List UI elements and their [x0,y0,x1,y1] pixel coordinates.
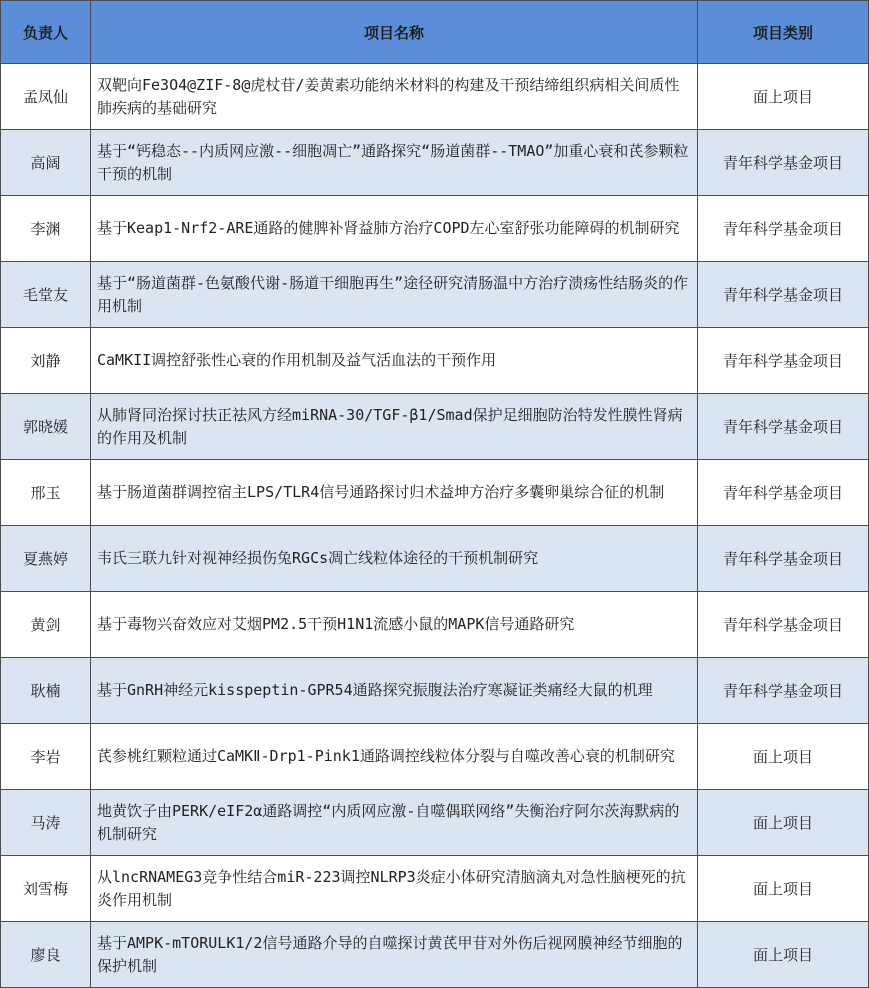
cell-project-type: 青年科学基金项目 [698,262,869,328]
table-row [1,130,869,196]
cell-project-type: 面上项目 [698,724,869,790]
cell-project-title: CaMKII调控舒张性心衰的作用机制及益气活血法的干预作用 [91,328,698,394]
header-leader: 负责人 [1,1,91,64]
table-row [1,64,869,130]
cell-project-title: 基于毒物兴奋效应对艾烟PM2.5干预H1N1流感小鼠的MAPK信号通路研究 [91,592,698,658]
cell-project-type: 面上项目 [698,856,869,922]
cell-leader: 黄剑 [1,592,91,658]
table-row [1,658,869,724]
cell-project-title: 基于Keap1-Nrf2-ARE通路的健脾补肾益肺方治疗COPD左心室舒张功能障碍的机制研究 [91,196,698,262]
cell-project-title: 基于“钙稳态--内质网应激--细胞凋亡”通路探究“肠道菌群--TMAO”加重心衰和芪参颗粒干预的机制 [91,130,698,196]
cell-leader: 李岩 [1,724,91,790]
table-row [1,724,869,790]
cell-leader: 邢玉 [1,460,91,526]
cell-project-title: 基于AMPK-mTORULK1/2信号通路介导的自噬探讨黄芪甲苷对外伤后视网膜神经节细胞的保护机制 [91,922,698,988]
cell-project-title: 芪参桃红颗粒通过CaMKⅡ-Drp1-Pink1通路调控线粒体分裂与自噬改善心衰的机制研究 [91,724,698,790]
cell-project-type: 青年科学基金项目 [698,130,869,196]
table-row [1,460,869,526]
cell-project-type: 青年科学基金项目 [698,592,869,658]
table-row [1,592,869,658]
cell-project-type: 青年科学基金项目 [698,526,869,592]
cell-leader: 耿楠 [1,658,91,724]
cell-leader: 高阔 [1,130,91,196]
table-row [1,856,869,922]
cell-project-title: 从lncRNAMEG3竞争性结合miR-223调控NLRP3炎症小体研究清脑滴丸对急性脑梗死的抗炎作用机制 [91,856,698,922]
table-row [1,262,869,328]
table-row [1,922,869,988]
cell-project-type: 青年科学基金项目 [698,196,869,262]
cell-leader: 孟凤仙 [1,64,91,130]
table-row [1,328,869,394]
table-header-row [1,1,869,64]
cell-project-type: 面上项目 [698,64,869,130]
cell-leader: 毛堂友 [1,262,91,328]
table-row [1,790,869,856]
table-row [1,526,869,592]
cell-project-type: 面上项目 [698,790,869,856]
cell-leader: 李渊 [1,196,91,262]
cell-project-type: 青年科学基金项目 [698,328,869,394]
cell-project-title: 从肺肾同治探讨扶正祛风方经miRNA-30/TGF-β1/Smad保护足细胞防治特发性膜性肾病的作用及机制 [91,394,698,460]
cell-leader: 刘静 [1,328,91,394]
cell-leader: 马涛 [1,790,91,856]
header-project-type: 项目类别 [698,1,869,64]
table-row [1,394,869,460]
cell-leader: 廖良 [1,922,91,988]
cell-project-title: 双靶向Fe3O4@ZIF-8@虎杖苷/姜黄素功能纳米材料的构建及干预结缔组织病相关间质性肺疾病的基础研究 [91,64,698,130]
cell-project-title: 韦氏三联九针对视神经损伤兔RGCs凋亡线粒体途径的干预机制研究 [91,526,698,592]
cell-project-title: 基于“肠道菌群-色氨酸代谢-肠道干细胞再生”途径研究清肠温中方治疗溃疡性结肠炎的作用机制 [91,262,698,328]
cell-leader: 刘雪梅 [1,856,91,922]
cell-project-type: 面上项目 [698,922,869,988]
cell-project-title: 地黄饮子由PERK/eIF2α通路调控“内质网应激-自噬偶联网络”失衡治疗阿尔茨海默病的机制研究 [91,790,698,856]
cell-project-type: 青年科学基金项目 [698,658,869,724]
cell-leader: 郭晓媛 [1,394,91,460]
cell-project-title: 基于肠道菌群调控宿主LPS/TLR4信号通路探讨归术益坤方治疗多囊卵巢综合征的机制 [91,460,698,526]
table-row [1,196,869,262]
cell-project-type: 青年科学基金项目 [698,394,869,460]
header-project-title: 项目名称 [91,1,698,64]
cell-project-title: 基于GnRH神经元kisspeptin-GPR54通路探究振腹法治疗寒凝证类痛经大鼠的机理 [91,658,698,724]
cell-project-type: 青年科学基金项目 [698,460,869,526]
cell-leader: 夏燕婷 [1,526,91,592]
